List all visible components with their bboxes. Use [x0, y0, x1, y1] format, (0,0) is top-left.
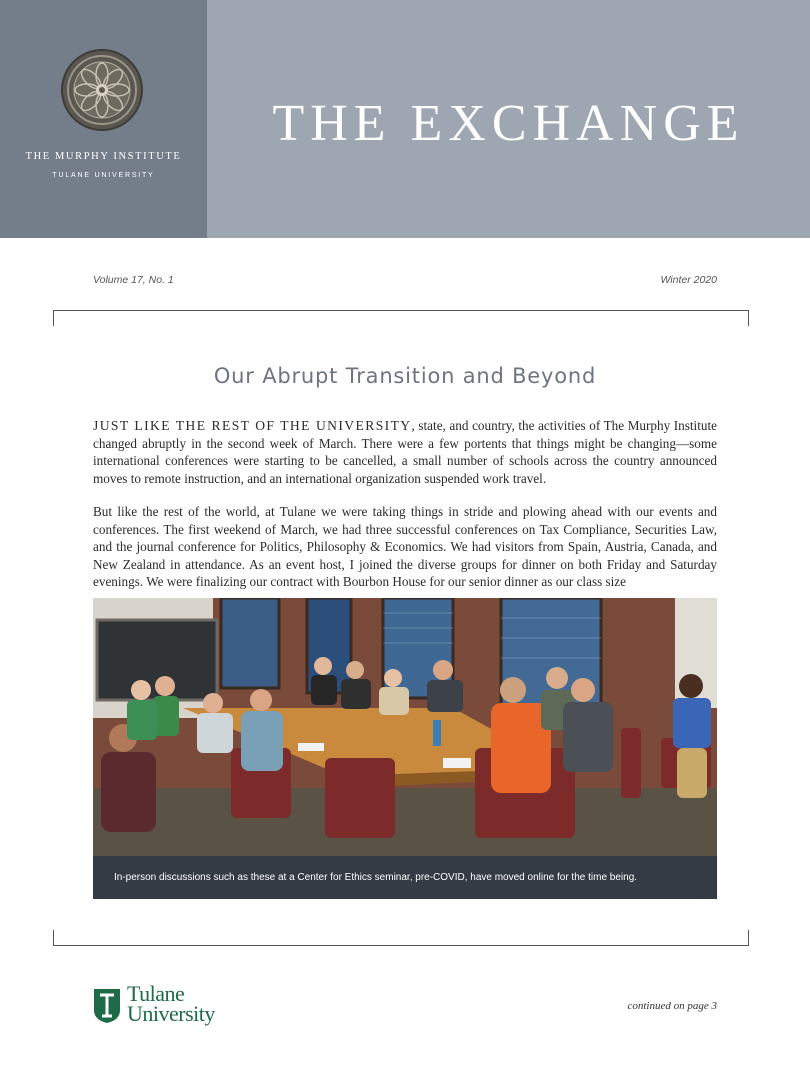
masthead — [0, 0, 810, 238]
photo-caption: In-person discussions such as these at a Center for Ethics seminar, pre-COVID, have moved online for the time being. — [93, 856, 717, 899]
newsletter-title: THE EXCHANGE — [272, 95, 745, 152]
institute-seal-icon — [61, 49, 143, 131]
article-paragraph-1 — [93, 417, 717, 487]
institute-name: THE MURPHY INSTITUTE — [25, 151, 182, 162]
tulane-wordmark-line-1: Tulane — [127, 981, 185, 1006]
article-paragraph-2: But like the rest of the world, at Tulane we were taking things in stride and plowing ahead with our events and conferences. The first weekend of March, we had three successful conferences on Tax Compliance, Securities Law, and the journal conference for Politics, Philosophy & Economics. We had visitors from Spain, Austria, Canada, and New Zealand in attendance. As an event host, I joined the diverse groups for dinner on both Friday and Saturday evenings. We were finalizing our contract with Bourbon House for our senior dinner as our class size — [93, 504, 717, 589]
tulane-wordmark — [127, 981, 215, 1026]
volume-number: Volume 17, No. 1 — [93, 274, 174, 286]
lead-in: JUST LIKE THE REST OF THE UNIVERSITY — [93, 418, 412, 433]
paragraph-1-text: , state, and country, the activities of The Murphy Institute changed abruptly in the second week of March. There were a few portents that things might be changing—some international conferences were starting to be cancelled, a small number of schools across the country announced moves to remote instruction, and an international organization suspended work travel. — [93, 418, 717, 486]
institute-panel — [0, 0, 207, 238]
continued-link[interactable]: continued on page 3 — [627, 1000, 717, 1012]
tulane-logo — [93, 981, 253, 1030]
article-headline: Our Abrupt Transition and Beyond — [213, 364, 597, 388]
tulane-shield-icon — [93, 988, 121, 1024]
bottom-bracket-divider — [53, 930, 749, 946]
seminar-illustration — [93, 598, 717, 856]
top-bracket-divider — [53, 310, 749, 326]
issue-season: Winter 2020 — [660, 274, 717, 286]
institute-university: TULANE UNIVERSITY — [52, 172, 155, 179]
tulane-wordmark-line-2: University — [127, 1001, 215, 1026]
seminar-photo — [93, 598, 717, 856]
